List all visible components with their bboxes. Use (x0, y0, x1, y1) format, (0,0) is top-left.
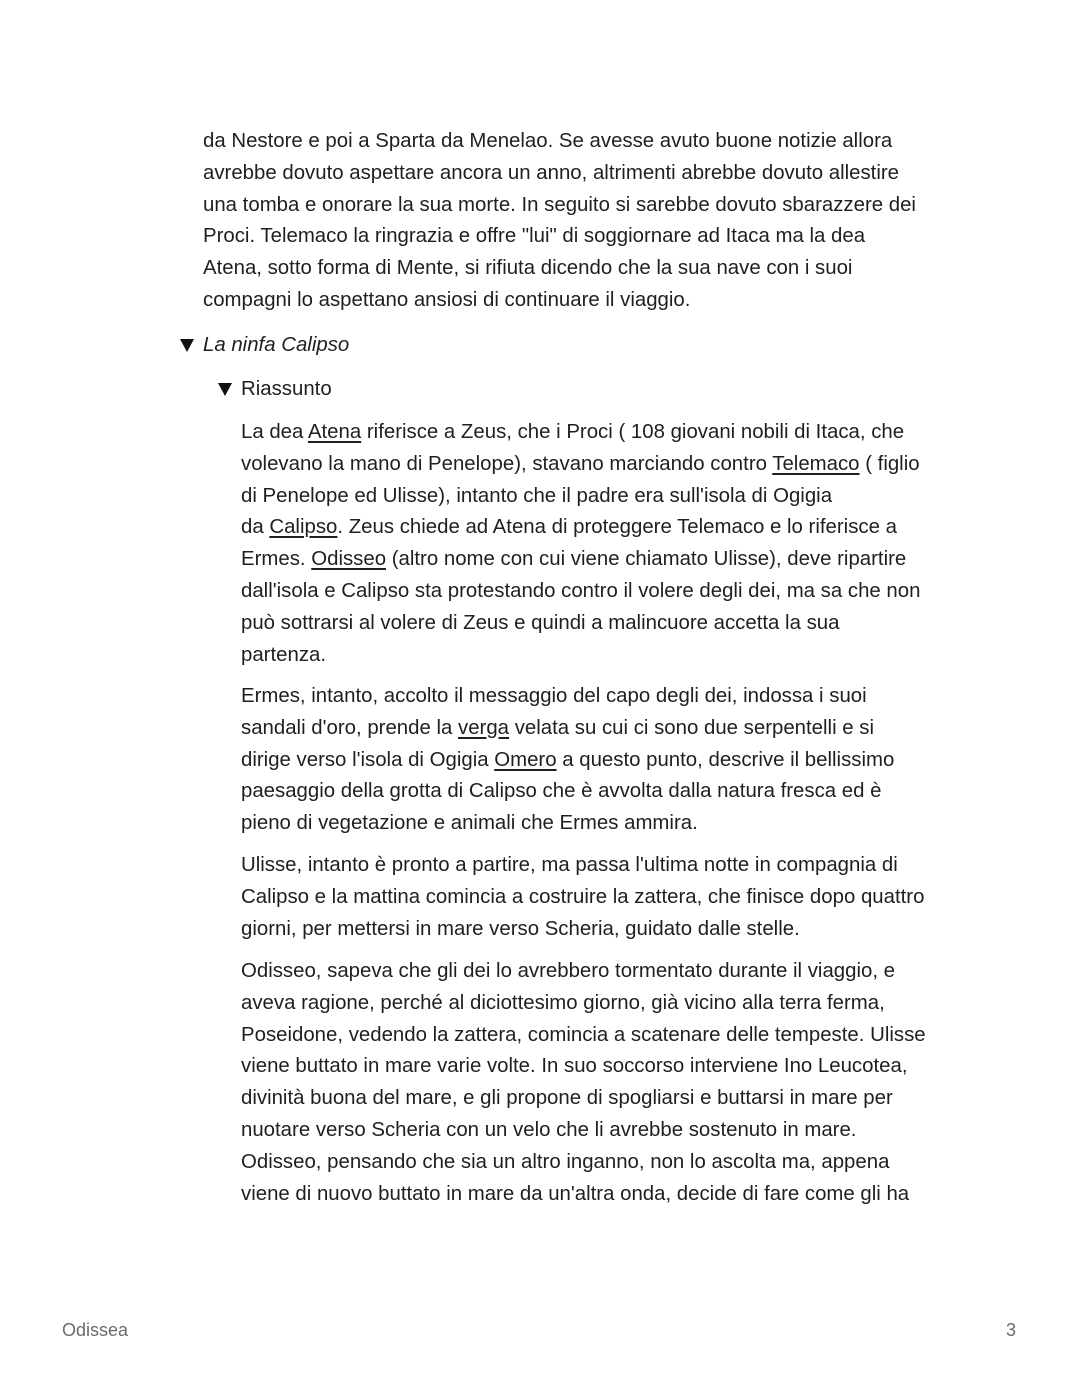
text-line: una tomba e onorare la sua morte. In seguito si sarebbe dovuto sbarazzere dei (203, 193, 916, 216)
text-line: Odisseo, sapeva che gli dei lo avrebbero tormentato durante il viaggio, e (241, 960, 896, 982)
link-telemaco[interactable]: Telemaco (772, 452, 860, 475)
text-line: paesaggio della grotta di Calipso che è avvolta dalla natura fresca ed è (241, 780, 882, 803)
toggle-triangle-icon[interactable] (218, 383, 232, 396)
text-line: aveva ragione, perché al diciottesimo giorno, già vicino alla terra ferma, (241, 991, 885, 1014)
text-line: Poseidone, vedendo la zattera, comincia a scatenare delle tempeste. Ulisse (241, 1023, 926, 1046)
text-line: di Penelope ed Ulisse), intanto che il padre era sull'isola di Ogigia (241, 484, 833, 507)
summary-paragraph-4 (241, 956, 926, 1210)
text-line: La dea Atena riferisce a Zeus, che i Proci ( 108 giovani nobili di Itaca, che (241, 421, 905, 443)
link-odisseo[interactable]: Odisseo (311, 548, 387, 571)
text-line: nuotare verso Scheria con un velo che li avrebbe sostenuto in mare. (241, 1118, 857, 1141)
text-line: partenza. (241, 643, 327, 666)
summary-paragraph-2 (241, 681, 894, 840)
text-line: compagni lo aspettano ansiosi di continuare il viaggio. (203, 288, 691, 311)
summary-paragraph-1 (241, 417, 920, 671)
intro-paragraph (203, 126, 916, 317)
summary-paragraph-3 (241, 850, 924, 945)
link-atena[interactable]: Atena (307, 421, 362, 443)
text-line: avrebbe dovuto aspettare ancora un anno, altrimenti abrebbe dovuto allestire (203, 161, 899, 184)
link-omero[interactable]: Omero (494, 748, 557, 771)
text-line: Ermes. Odisseo (altro nome con cui viene chiamato Ulisse), deve ripartire (241, 548, 907, 571)
subsection-title: Riassunto (241, 378, 332, 400)
text-line: da Calipso. Zeus chiede ad Atena di proteggere Telemaco e lo riferisce a (241, 516, 897, 539)
footer-document-title: Odissea (62, 1320, 129, 1340)
text-line: dall'isola e Calipso sta protestando contro il volere degli dei, ma sa che non (241, 579, 921, 602)
text-line: Odisseo, pensando che sia un altro inganno, non lo ascolta ma, appena (241, 1150, 890, 1173)
toggle-section-calipso[interactable] (180, 330, 349, 362)
text-line: Calipso e la mattina comincia a costruire la zattera, che finisce dopo quattro (241, 885, 925, 908)
text-line: Atena, sotto forma di Mente, si rifiuta dicendo che la sua nave con i suoi (203, 257, 853, 280)
text-line: sandali d'oro, prende la verga velata su cui ci sono due serpentelli e si (241, 716, 875, 739)
toggle-subsection-riassunto[interactable] (218, 374, 332, 406)
text-line: viene buttato in mare varie volte. In suo soccorso interviene Ino Leucotea, (241, 1055, 908, 1078)
link-verga[interactable]: verga (458, 716, 510, 739)
text-line: può sottrarsi al volere di Zeus e quindi a malincuore accetta la sua (241, 611, 840, 634)
text-line: Proci. Telemaco la ringrazia e offre "lui" di soggiornare ad Itaca ma la dea (203, 225, 866, 248)
link-calipso[interactable]: Calipso (269, 516, 338, 539)
text-line: Ulisse, intanto è pronto a partire, ma passa l'ultima notte in compagnia di (241, 854, 898, 876)
text-line: da Nestore e poi a Sparta da Menelao. Se avesse avuto buone notizie allora (203, 130, 893, 152)
footer-page-number: 3 (1006, 1320, 1017, 1340)
text-line: giorni, per mettersi in mare verso Scheria, guidato dalle stelle. (241, 917, 800, 940)
toggle-triangle-icon[interactable] (180, 339, 194, 352)
text-line: Ermes, intanto, accolto il messaggio del capo degli dei, indossa i suoi (241, 685, 867, 707)
text-line: divinità buona del mare, e gli propone di spogliarsi e buttarsi in mare per (241, 1087, 893, 1110)
text-line: viene di nuovo buttato in mare da un'altra onda, decide di fare come gli ha (241, 1182, 910, 1205)
text-line: volevano la mano di Penelope), stavano marciando contro Telemaco ( figlio (241, 452, 920, 475)
text-line: dirige verso l'isola di Ogigia Omero a questo punto, descrive il bellissimo (241, 748, 895, 771)
text-line: pieno di vegetazione e animali che Ermes ammira. (241, 812, 698, 835)
section-title: La ninfa Calipso (203, 334, 350, 356)
